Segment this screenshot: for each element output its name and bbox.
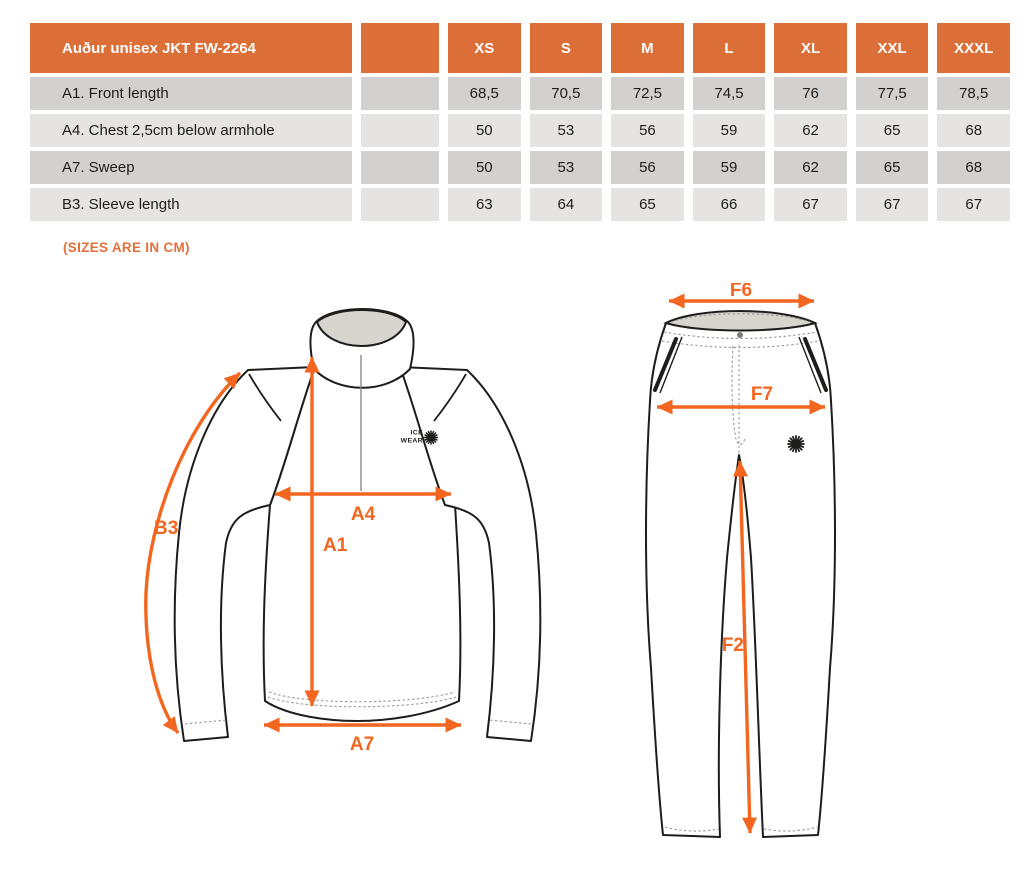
size-table xyxy=(30,23,1010,221)
table-value: 56 xyxy=(611,151,684,184)
waist-button xyxy=(737,332,743,338)
table-value: 65 xyxy=(856,114,929,147)
table-value: 68 xyxy=(937,114,1010,147)
table-value: 70,5 xyxy=(530,77,603,110)
header-spacer-cell xyxy=(361,23,439,73)
table-value: 59 xyxy=(693,151,766,184)
row-spacer-cell xyxy=(361,77,439,110)
size-header-l: L xyxy=(693,23,766,73)
pants-waist-opening xyxy=(666,311,815,331)
snowflake-icon xyxy=(788,436,804,452)
a4-label: A4 xyxy=(350,504,376,525)
logo-text-wear: WEAR xyxy=(400,437,423,445)
table-value: 77,5 xyxy=(856,77,929,110)
f2-label: F2 xyxy=(721,635,744,656)
row-spacer-cell xyxy=(361,114,439,147)
row-label: A4. Chest 2,5cm below armhole xyxy=(30,114,352,147)
table-value: 53 xyxy=(530,114,603,147)
table-value: 65 xyxy=(856,151,929,184)
pants-diagram xyxy=(628,283,888,863)
size-header-xxxl: XXXL xyxy=(937,23,1010,73)
row-spacer-cell xyxy=(361,151,439,184)
size-header-s: S xyxy=(530,23,603,73)
table-value: 76 xyxy=(774,77,847,110)
table-title: Auður unisex JKT FW-2264 xyxy=(30,23,352,73)
size-header-xs: XS xyxy=(448,23,521,73)
size-header-m: M xyxy=(611,23,684,73)
table-value: 67 xyxy=(937,188,1010,221)
table-value: 62 xyxy=(774,151,847,184)
row-label: B3. Sleeve length xyxy=(30,188,352,221)
table-value: 65 xyxy=(611,188,684,221)
b3-label: B3 xyxy=(154,518,179,539)
table-value: 62 xyxy=(774,114,847,147)
size-header-xl: XL xyxy=(774,23,847,73)
table-value: 78,5 xyxy=(937,77,1010,110)
snowflake-icon xyxy=(425,431,438,444)
row-label: A7. Sweep xyxy=(30,151,352,184)
row-label: A1. Front length xyxy=(30,77,352,110)
table-value: 68 xyxy=(937,151,1010,184)
table-value: 67 xyxy=(856,188,929,221)
table-value: 50 xyxy=(448,151,521,184)
table-value: 59 xyxy=(693,114,766,147)
table-value: 67 xyxy=(774,188,847,221)
row-spacer-cell xyxy=(361,188,439,221)
sizes-unit-note: (SIZES ARE IN CM) xyxy=(63,240,190,255)
table-value: 53 xyxy=(530,151,603,184)
a1-label: A1 xyxy=(323,535,348,556)
table-value: 63 xyxy=(448,188,521,221)
jacket-diagram xyxy=(128,293,578,763)
f6-label: F6 xyxy=(729,283,753,301)
logo-text-ice: ICE xyxy=(410,429,423,437)
table-value: 74,5 xyxy=(693,77,766,110)
table-value: 66 xyxy=(693,188,766,221)
table-value: 64 xyxy=(530,188,603,221)
table-value: 56 xyxy=(611,114,684,147)
a7-label: A7 xyxy=(349,734,375,755)
size-header-xxl: XXL xyxy=(856,23,929,73)
f7-label: F7 xyxy=(750,384,774,405)
table-value: 72,5 xyxy=(611,77,684,110)
table-value: 50 xyxy=(448,114,521,147)
pants-body xyxy=(646,323,835,837)
table-value: 68,5 xyxy=(448,77,521,110)
